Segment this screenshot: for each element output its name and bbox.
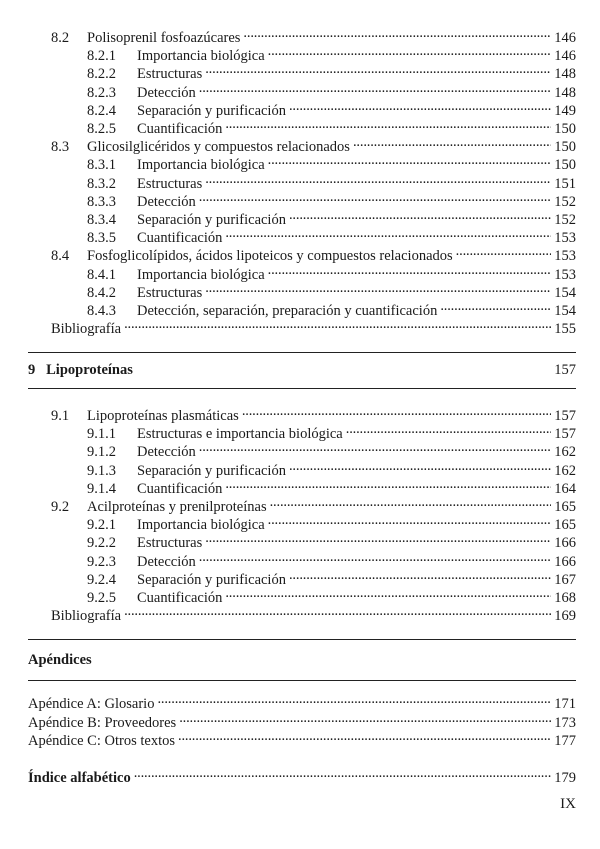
appendix-page: 173 bbox=[554, 714, 576, 731]
toc-entry bbox=[87, 297, 576, 319]
entry-title: Detección bbox=[137, 553, 196, 570]
entry-title: Detección, separación, preparación y cuantificación bbox=[137, 303, 438, 319]
toc-entry bbox=[51, 493, 576, 515]
leader-dots bbox=[124, 602, 551, 620]
entry-page: 150 bbox=[554, 139, 576, 156]
toc-entry bbox=[87, 279, 576, 301]
toc-entry bbox=[51, 315, 576, 338]
entry-title: Bibliografía bbox=[51, 321, 122, 338]
leader-dots bbox=[289, 97, 551, 115]
entry-page: 153 bbox=[554, 248, 576, 265]
entry-title: Cuantificación bbox=[137, 230, 223, 247]
entry-page: 152 bbox=[554, 212, 576, 228]
entry-title: Detección bbox=[137, 84, 196, 101]
toc-entry bbox=[87, 188, 576, 210]
toc-entry bbox=[51, 402, 576, 424]
entry-title: Importancia biológica bbox=[137, 517, 265, 534]
entry-title: Detección bbox=[137, 444, 196, 461]
entry-title: Separación y purificación bbox=[137, 212, 286, 228]
entry-number: 9.2.1 bbox=[87, 517, 116, 534]
entry-number: 8.3.3 bbox=[87, 193, 116, 210]
entry-title: Estructuras bbox=[137, 535, 203, 552]
entry-number: 9.1 bbox=[51, 408, 70, 424]
toc-entry bbox=[51, 24, 576, 46]
leader-dots bbox=[268, 151, 552, 169]
leader-dots bbox=[124, 315, 551, 333]
entry-page: 153 bbox=[554, 230, 576, 247]
leader-dots bbox=[225, 584, 551, 602]
entry-page: 166 bbox=[554, 553, 576, 570]
entry-title: Polisoprenil fosfoazúcares bbox=[87, 30, 241, 46]
entry-number: 8.3.5 bbox=[87, 230, 116, 247]
entry-page: 152 bbox=[554, 193, 576, 210]
entry-number: 8.3.1 bbox=[87, 157, 116, 174]
entry-number: 9.2 bbox=[51, 499, 70, 515]
entry-title: Separación y purificación bbox=[137, 462, 286, 479]
page-folio: IX bbox=[560, 796, 576, 812]
appendix-entry bbox=[28, 727, 576, 749]
entry-number: 8.2 bbox=[51, 30, 70, 46]
entry-page: 157 bbox=[554, 426, 576, 443]
entry-number: 9.1.2 bbox=[87, 444, 116, 461]
entry-number: 9.1.4 bbox=[87, 480, 116, 497]
entry-page: 153 bbox=[554, 266, 576, 283]
toc-entry bbox=[51, 242, 576, 265]
entry-title: Estructuras e importancia biológica bbox=[137, 426, 343, 443]
leader-dots bbox=[199, 79, 551, 97]
leader-dots bbox=[268, 42, 552, 60]
toc-entry bbox=[87, 42, 576, 65]
entry-title: Separación y purificación bbox=[137, 102, 286, 119]
entry-page: 167 bbox=[554, 571, 576, 588]
leader-dots bbox=[346, 420, 552, 438]
entry-number: 8.4.3 bbox=[87, 303, 116, 319]
entry-title: Importancia biológica bbox=[137, 157, 265, 174]
leader-dots bbox=[268, 261, 552, 279]
index-page: 179 bbox=[554, 770, 576, 786]
entry-page: 148 bbox=[554, 66, 576, 83]
entry-page: 165 bbox=[554, 499, 576, 515]
toc-entry bbox=[87, 224, 576, 247]
toc-entry bbox=[87, 206, 576, 228]
entry-number: 8.4.1 bbox=[87, 266, 116, 283]
entry-number: 9.2.5 bbox=[87, 590, 116, 606]
entry-number: 8.2.4 bbox=[87, 102, 116, 119]
entry-page: 151 bbox=[554, 175, 576, 192]
entry-page: 146 bbox=[554, 30, 576, 46]
toc-entry bbox=[51, 602, 576, 625]
entry-page: 149 bbox=[554, 102, 576, 119]
leader-dots bbox=[243, 24, 551, 42]
entry-page: 168 bbox=[554, 590, 576, 606]
entry-page: 166 bbox=[554, 535, 576, 552]
entry-title: Acilproteínas y prenilproteínas bbox=[87, 499, 267, 515]
divider bbox=[28, 352, 576, 353]
leader-dots bbox=[225, 224, 551, 242]
entry-number: 9.2.4 bbox=[87, 571, 116, 588]
entry-number: 8.4 bbox=[51, 248, 70, 265]
entry-page: 150 bbox=[554, 157, 576, 174]
entry-number: 8.2.2 bbox=[87, 66, 116, 83]
toc-entry bbox=[87, 566, 576, 588]
entry-title: Estructuras bbox=[137, 175, 203, 192]
entry-title: Cuantificación bbox=[137, 121, 223, 137]
leader-dots bbox=[270, 493, 552, 511]
toc-entry bbox=[87, 97, 576, 119]
entry-page: 164 bbox=[554, 480, 576, 497]
toc-entry bbox=[87, 60, 576, 83]
chapter-number: 9 bbox=[28, 362, 36, 378]
entry-page: 150 bbox=[554, 121, 576, 137]
entry-page: 155 bbox=[554, 321, 576, 338]
appendices-heading: Apéndices bbox=[28, 652, 92, 668]
entry-page: 154 bbox=[554, 284, 576, 301]
entry-title: Lipoproteínas plasmáticas bbox=[87, 408, 239, 424]
entry-number: 8.3.2 bbox=[87, 175, 116, 192]
entry-page: 165 bbox=[554, 517, 576, 534]
entry-page: 148 bbox=[554, 84, 576, 101]
leader-dots bbox=[157, 690, 551, 708]
toc-entry bbox=[87, 584, 576, 606]
entry-number: 9.1.3 bbox=[87, 462, 116, 479]
chapter-page: 157 bbox=[554, 362, 576, 378]
leader-dots bbox=[205, 529, 551, 547]
toc-entry bbox=[87, 438, 576, 461]
leader-dots bbox=[205, 170, 551, 188]
appendix-title: Apéndice B: Proveedores bbox=[28, 714, 177, 731]
entry-title: Glicosilglicéridos y compuestos relacionados bbox=[87, 139, 350, 156]
leader-dots bbox=[199, 188, 551, 206]
entry-title: Bibliografía bbox=[51, 608, 122, 625]
entry-page: 157 bbox=[554, 408, 576, 424]
toc-entry bbox=[87, 79, 576, 101]
entry-title: Separación y purificación bbox=[137, 571, 286, 588]
toc-entry bbox=[51, 133, 576, 156]
leader-dots bbox=[205, 60, 551, 78]
toc-entry bbox=[87, 170, 576, 192]
chapter-9-label bbox=[28, 360, 133, 380]
appendix-title: Apéndice C: Otros textos bbox=[28, 733, 175, 749]
entry-number: 8.2.5 bbox=[87, 121, 116, 137]
divider bbox=[28, 680, 576, 681]
chapter-title: Lipoproteínas bbox=[46, 362, 133, 378]
toc-entry bbox=[87, 261, 576, 283]
entry-title: Fosfoglicolípidos, ácidos lipoteicos y compuestos relacionados bbox=[87, 248, 453, 265]
leader-dots bbox=[178, 727, 551, 745]
toc-entry bbox=[87, 548, 576, 570]
toc-entry bbox=[87, 420, 576, 443]
toc-entry bbox=[87, 151, 576, 174]
leader-dots bbox=[225, 115, 551, 133]
entry-page: 162 bbox=[554, 444, 576, 461]
entry-title: Cuantificación bbox=[137, 480, 223, 497]
entry-number: 9.1.1 bbox=[87, 426, 116, 443]
leader-dots bbox=[268, 511, 552, 529]
entry-title: Cuantificación bbox=[137, 590, 223, 606]
divider bbox=[28, 388, 576, 389]
appendix-page: 171 bbox=[554, 696, 576, 712]
entry-page: 154 bbox=[554, 303, 576, 319]
index-title: Índice alfabético bbox=[28, 770, 131, 786]
leader-dots bbox=[199, 438, 551, 456]
divider bbox=[28, 639, 576, 640]
toc-entry bbox=[87, 529, 576, 552]
toc-entry bbox=[87, 475, 576, 497]
entry-title: Importancia biológica bbox=[137, 266, 265, 283]
entry-title: Estructuras bbox=[137, 66, 203, 83]
entry-number: 8.2.3 bbox=[87, 84, 116, 101]
leader-dots bbox=[205, 279, 551, 297]
entry-number: 8.2.1 bbox=[87, 48, 116, 65]
index-entry bbox=[28, 764, 576, 786]
entry-number: 8.3 bbox=[51, 139, 70, 156]
leader-dots bbox=[179, 709, 551, 727]
entry-page: 162 bbox=[554, 462, 576, 479]
toc-entry bbox=[87, 115, 576, 137]
leader-dots bbox=[289, 457, 551, 475]
appendix-page: 177 bbox=[554, 733, 576, 749]
entry-title: Estructuras bbox=[137, 284, 203, 301]
leader-dots bbox=[134, 764, 552, 782]
entry-number: 9.2.2 bbox=[87, 535, 116, 552]
entry-number: 8.3.4 bbox=[87, 212, 116, 228]
chapter-9-entry bbox=[28, 360, 576, 380]
leader-dots bbox=[225, 475, 551, 493]
entry-title: Detección bbox=[137, 193, 196, 210]
appendix-entry bbox=[28, 709, 576, 731]
entry-number: 8.4.2 bbox=[87, 284, 116, 301]
leader-dots bbox=[289, 206, 551, 224]
entry-page: 146 bbox=[554, 48, 576, 65]
appendix-title: Apéndice A: Glosario bbox=[28, 696, 155, 712]
entry-page: 169 bbox=[554, 608, 576, 625]
toc-entry bbox=[87, 511, 576, 534]
entry-title: Importancia biológica bbox=[137, 48, 265, 65]
leader-dots bbox=[456, 242, 552, 260]
leader-dots bbox=[289, 566, 551, 584]
leader-dots bbox=[242, 402, 551, 420]
toc-entry bbox=[87, 457, 576, 479]
entry-number: 9.2.3 bbox=[87, 553, 116, 570]
leader-dots bbox=[353, 133, 551, 151]
appendix-entry bbox=[28, 690, 576, 712]
leader-dots bbox=[199, 548, 551, 566]
leader-dots bbox=[440, 297, 551, 315]
